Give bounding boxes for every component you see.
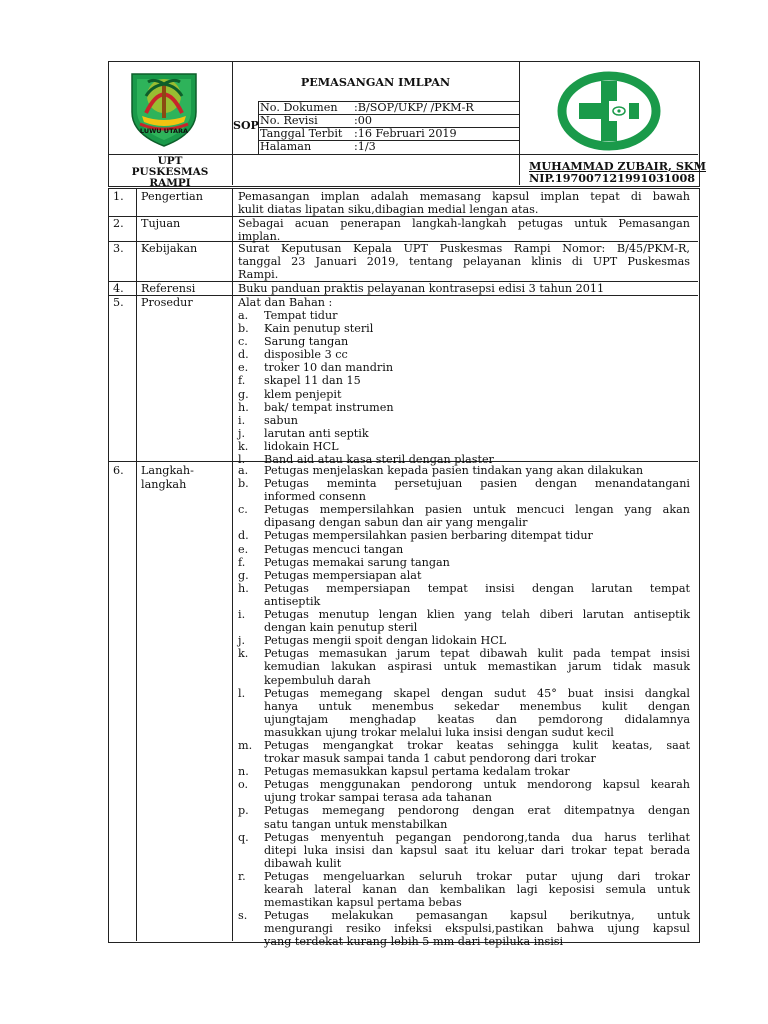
list-item — [238, 870, 690, 909]
list-item-key: a. — [238, 309, 249, 322]
list-item — [238, 765, 690, 778]
row-1-line: kulit diatas lipatan siku,dibagian medial lengan atas. — [238, 203, 539, 217]
list-item-line: Petugas memegang skapel dengan sudut 45° buat insisi dangkal — [264, 686, 690, 700]
list-item-line: sabun — [264, 413, 298, 427]
col-divider-num — [136, 188, 137, 941]
list-item-line: kepembuluh darah — [264, 673, 371, 687]
list-item-line: Petugas mempersilahkan pasien berbaring ditempat tidur — [264, 529, 593, 543]
list-item-line: larutan anti septik — [264, 426, 369, 440]
header-divider-right — [519, 61, 520, 185]
list-item-line: dengan kain penutup steril — [264, 621, 418, 635]
list-item — [238, 348, 690, 361]
list-item-line: Petugas menggunakan pendorong untuk mendorong kapsul kearah — [264, 778, 690, 792]
list-item-key: f. — [238, 374, 246, 388]
list-item-line: bak/ tempat instrumen — [264, 400, 394, 414]
list-item-line: trokar masuk sampai tanda 1 cabut pendorong dari trokar — [264, 752, 596, 766]
row-3-line: Surat Keputusan Kepala UPT Puskesmas Rampi Nomor: B/45/PKM-R, — [238, 242, 690, 255]
signer-nip: NIP.197007121991031008 — [529, 171, 696, 185]
list-item — [238, 909, 690, 948]
sop-label: SOP — [233, 119, 259, 132]
list-item — [238, 687, 690, 739]
list-item-line: kemudian lakukan aspirasi untuk memastikan jarum tidak masuk — [264, 660, 690, 674]
list-item-key: n. — [238, 765, 249, 779]
list-item-key: e. — [238, 361, 249, 375]
meta-value-0: :B/SOP/UKP/ /PKM-R — [354, 101, 474, 114]
list-item — [238, 569, 690, 582]
list-item-key: h. — [238, 581, 249, 595]
row-1-line: Pemasangan implan adalah memasang kapsul implan tepat di bawah — [238, 190, 690, 203]
puskesmas-logo — [556, 70, 662, 152]
list-item-line: mengurangi resiko infeksi ekspulsi,pastikan bahwa ujung kapsul — [264, 922, 690, 936]
list-item-line: dibawah kulit — [264, 856, 342, 870]
org-name — [108, 156, 232, 189]
list-item-key: o. — [238, 778, 249, 792]
list-item-key: m. — [238, 738, 253, 752]
row-3-number: 3. — [113, 242, 124, 255]
list-item-line: ditepi luka insisi dan kapsul saat itu keluar dari trokar tepat berada — [264, 843, 690, 857]
list-item-key: a. — [238, 464, 249, 477]
org-line-3: RAMPI — [149, 177, 191, 189]
org-line-1: UPT — [157, 155, 183, 167]
list-item-line: Petugas mengangkat trokar keatas sehingga kulit keatas, saat — [264, 738, 690, 752]
list-item-line: informed consenn — [264, 490, 366, 504]
list-item-line: Petugas mengii spoit dengan lidokain HCL — [264, 634, 507, 648]
list-item — [238, 335, 690, 348]
row-3-content — [238, 242, 690, 281]
row-1-number: 1. — [113, 190, 124, 203]
list-item — [238, 556, 690, 569]
list-item-key: i. — [238, 413, 246, 427]
list-item — [238, 477, 690, 503]
list-item-line: satu tangan untuk menstabilkan — [264, 817, 448, 831]
list-item — [238, 388, 690, 401]
list-item-line: Petugas mempersilahkan pasien untuk mencuci lengan yang akan — [264, 503, 690, 517]
list-item-line: troker 10 dan mandrin — [264, 361, 394, 375]
list-item — [238, 322, 690, 335]
row-2-line: implan. — [238, 230, 281, 244]
list-item — [238, 647, 690, 686]
list-item-line: skapel 11 dan 15 — [264, 374, 361, 388]
list-item — [238, 778, 690, 804]
page-title: PEMASANGAN IMLPAN — [300, 75, 451, 89]
row-2-content — [238, 217, 690, 243]
signer-name: MUHAMMAD ZUBAIR, SKM — [529, 159, 707, 173]
regency-logo — [124, 68, 204, 148]
list-item-line: Sarung tangan — [264, 335, 349, 349]
list-item-key: d. — [238, 529, 249, 543]
list-item — [238, 503, 690, 529]
list-item — [238, 374, 690, 387]
row-1-label: Pengertian — [141, 190, 203, 203]
list-item — [238, 427, 690, 440]
col-divider-label — [232, 188, 233, 941]
row-4-line: Buku panduan praktis pelayanan kontrasepsi edisi 3 tahun 2011 — [238, 282, 605, 295]
list-item-line: yang terdekat kurang lebih 5 mm dari tepiluka insisi — [264, 935, 564, 949]
list-item-line: masukkan ujung trokar melalui luka insisi dengan sudut kecil — [264, 725, 614, 739]
list-item-key: i. — [238, 608, 246, 622]
list-item — [238, 361, 690, 374]
list-item-key: l. — [238, 686, 246, 700]
equipment-intro: Alat dan Bahan : — [238, 296, 333, 309]
list-item — [238, 739, 690, 765]
meta-label-3: Halaman — [260, 140, 312, 153]
list-item-line: antiseptik — [264, 594, 321, 608]
list-item-line: Band aid atau kasa steril dengan plaster — [264, 453, 494, 467]
list-item-line: Petugas memegang pendorong dengan erat ditempatnya dengan — [264, 804, 690, 818]
steps-list — [238, 464, 690, 948]
list-item-key: b. — [238, 322, 249, 336]
list-item-line: Tempat tidur — [264, 309, 338, 322]
list-item-key: q. — [238, 830, 249, 844]
list-item-key: r. — [238, 869, 246, 883]
list-item — [238, 401, 690, 414]
list-item-key: b. — [238, 477, 249, 491]
org-line-2: PUSKESMAS — [131, 166, 209, 178]
list-item-line: Petugas meminta persetujuan pasien dengan menandatangani — [264, 477, 690, 491]
list-item-line: Petugas memakai sarung tangan — [264, 555, 450, 569]
list-item — [238, 529, 690, 542]
row-divider — [108, 295, 698, 296]
list-item-key: l. — [238, 453, 246, 467]
row-4-number: 4. — [113, 282, 124, 295]
meta-label-0: No. Dokumen — [260, 101, 338, 114]
list-item-line: Petugas memasukan jarum tepat dibawah kulit pada tempat insisi — [264, 647, 690, 661]
list-item-key: s. — [238, 909, 248, 923]
list-item-line: Petugas memasukkan kapsul pertama kedalam trokar — [264, 765, 570, 779]
list-item-line: Petugas mencuci tangan — [264, 542, 404, 556]
row-5-label: Prosedur — [141, 296, 193, 309]
list-item-line: ujungtajam menghadap keatas dan pemdorong didalamnya — [264, 712, 690, 726]
list-item-key: c. — [238, 503, 248, 517]
meta-value-2: :16 Februari 2019 — [354, 127, 457, 140]
list-item-line: memastikan kapsul pertama bebas — [264, 896, 462, 910]
row-3-line: Rampi. — [238, 268, 279, 282]
list-item-line: Kain penutup steril — [264, 322, 374, 336]
list-item-key: j. — [238, 634, 246, 648]
meta-label-1: No. Revisi — [260, 114, 318, 127]
list-item-line: lidokain HCL — [264, 439, 339, 453]
list-item — [238, 608, 690, 634]
list-item — [238, 440, 690, 453]
list-item-key: k. — [238, 647, 249, 661]
meta-label-2: Tanggal Terbit — [260, 127, 343, 140]
list-item-line: Petugas menyentuh pegangan pendorong,tanda dua harus terlihat — [264, 830, 690, 844]
list-item-line: Petugas melakukan pemasangan kapsul berikutnya, untuk — [264, 909, 690, 923]
row-1-content — [238, 190, 690, 216]
list-item-line: hanya untuk menembus sekedar menembus kulit dengan — [264, 699, 690, 713]
list-item-key: g. — [238, 387, 249, 401]
list-item — [238, 543, 690, 556]
row-3-line: tanggal 23 Januari 2019, tentang pelayanan klinis di UPT Puskesmas — [238, 255, 690, 269]
list-item-line: Petugas menjelaskan kepada pasien tindakan yang akan dilakukan — [264, 464, 644, 477]
list-item-key: d. — [238, 348, 249, 362]
list-item-line: Petugas menutup lengan klien yang telah diberi larutan antiseptik — [264, 608, 690, 622]
row-4-label: Referensi — [141, 282, 196, 295]
list-item-line: disposible 3 cc — [264, 348, 348, 362]
list-item-key: g. — [238, 568, 249, 582]
list-item-line: Petugas mempersiapan alat — [264, 568, 422, 582]
row-2-label: Tujuan — [141, 217, 181, 230]
row-3-label: Kebijakan — [141, 242, 198, 255]
equipment-list — [238, 309, 690, 466]
list-item — [238, 634, 690, 647]
list-item-key: k. — [238, 439, 249, 453]
list-item-key: c. — [238, 335, 248, 349]
row-2-line: Sebagai acuan penerapan langkah-langkah petugas untuk Pemasangan — [238, 217, 690, 230]
list-item — [238, 309, 690, 322]
row-4-content — [238, 282, 690, 295]
meta-value-3: :1/3 — [354, 140, 376, 153]
row-6-number: 6. — [113, 464, 124, 477]
list-item-line: Petugas mengeluarkan seluruh trokar putar ujung dari trokar — [264, 869, 690, 883]
row-2-number: 2. — [113, 217, 124, 230]
list-item — [238, 831, 690, 870]
list-item — [238, 464, 690, 477]
list-item-line: kearah lateral kanan dan kembalikan lagi keposisi semula untuk — [264, 883, 690, 896]
list-item-key: j. — [238, 426, 246, 440]
list-item — [238, 414, 690, 427]
row-6-label-2: langkah — [141, 478, 187, 491]
list-item-key: h. — [238, 400, 249, 414]
row-6-label: Langkah- — [141, 464, 194, 477]
list-item-key: f. — [238, 555, 246, 569]
list-item-key: p. — [238, 804, 249, 818]
meta-value-1: :00 — [354, 114, 373, 127]
logo-text: LUWU UTARA — [139, 127, 189, 135]
list-item — [238, 582, 690, 608]
list-item-line: ujung trokar sampai terasa ada tahanan — [264, 791, 492, 805]
row-5-number: 5. — [113, 296, 124, 309]
list-item — [238, 804, 690, 830]
list-item-key: e. — [238, 542, 249, 556]
list-item-line: Petugas mempersiapan tempat insisi dengan larutan tempat — [264, 581, 690, 595]
header-mid-line — [108, 154, 698, 155]
list-item-line: klem penjepit — [264, 387, 342, 401]
list-item-line: dipasang dengan sabun dan air yang mengalir — [264, 516, 528, 530]
